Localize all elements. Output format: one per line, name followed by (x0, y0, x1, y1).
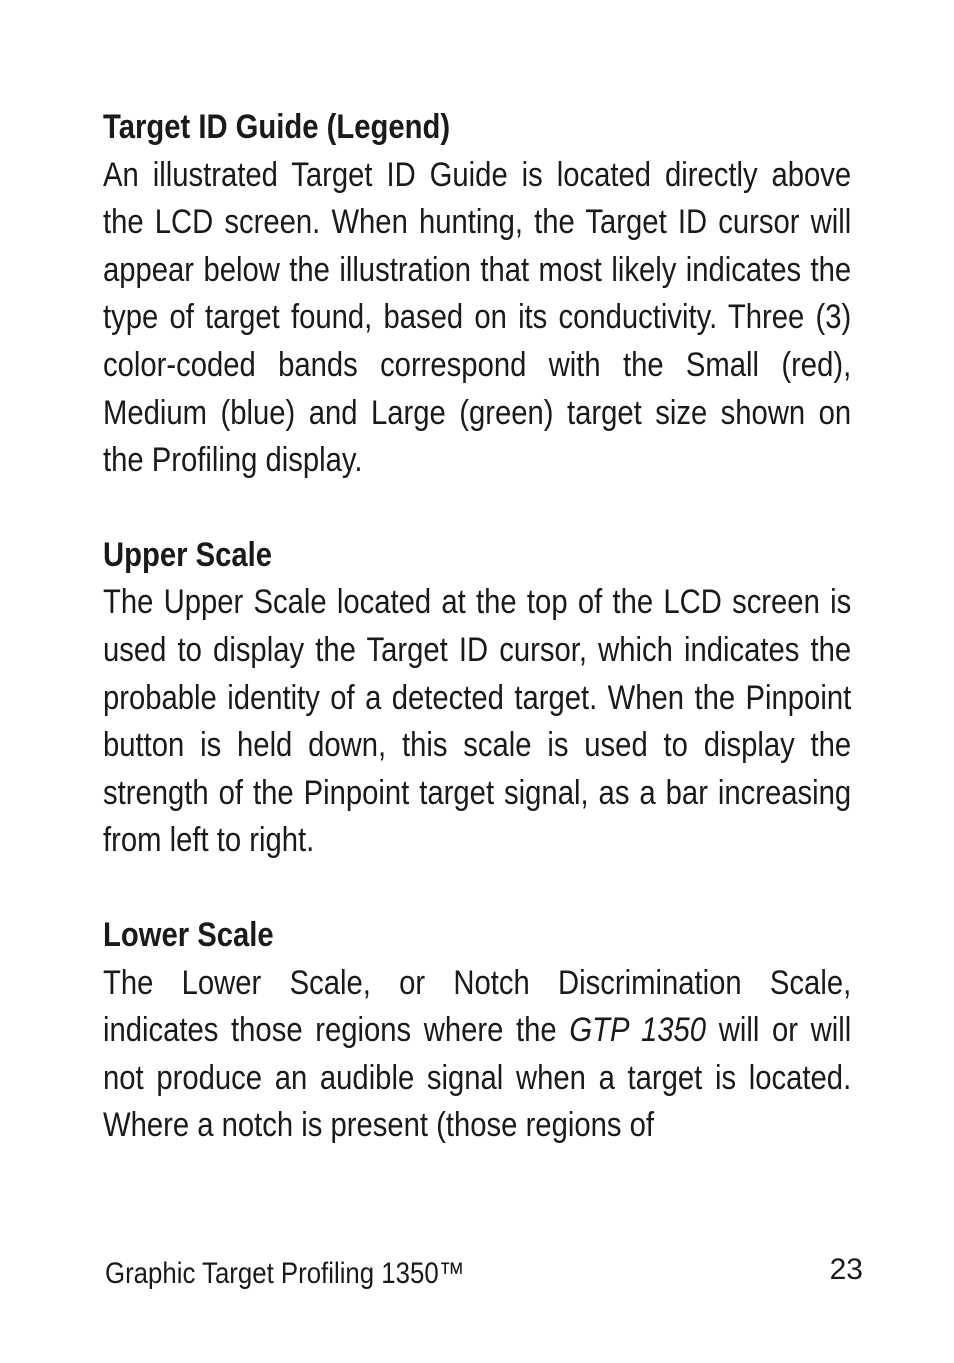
page-footer (105, 1252, 863, 1292)
section-upper-scale (103, 532, 851, 865)
section-target-id-guide (103, 104, 851, 485)
section-heading: Upper Scale (103, 535, 273, 574)
manual-page (103, 104, 851, 1197)
body-text-before: The Lower Scale, or Notch Discrimination Scale, indicates those regions where the (103, 963, 852, 1050)
section-body (103, 960, 851, 1150)
footer-title: Graphic Target Profiling 1350™ (105, 1257, 465, 1290)
section-lower-scale (103, 912, 851, 1150)
section-heading: Lower Scale (103, 915, 274, 954)
product-name: GTP 1350 (569, 1011, 707, 1050)
page-number: 23 (829, 1253, 863, 1286)
section-body: The Upper Scale located at the top of the LCD screen is used to display the Target ID cursor, which indicates the probable identity of a detected target. When the Pinpoint button is held down, this scale is used to display the strength of the Pinpoint target signal, as a bar increasing from left to right. (103, 583, 852, 860)
body-text-after: will or will not produce an audible signal when a target is located. Where a notch is present (those regions of (103, 1011, 852, 1145)
section-heading: Target ID Guide (Legend) (103, 108, 451, 146)
section-body: An illustrated Target ID Guide is located directly above the LCD screen. When hunting, the Target ID cursor will appear below the illustration that most likely indicates the type of target found, based on its conductivity. Three (3) color-coded bands correspond with the Small (red), Medium (blue) and Large (green) target size shown on the Profiling display. (103, 155, 852, 480)
